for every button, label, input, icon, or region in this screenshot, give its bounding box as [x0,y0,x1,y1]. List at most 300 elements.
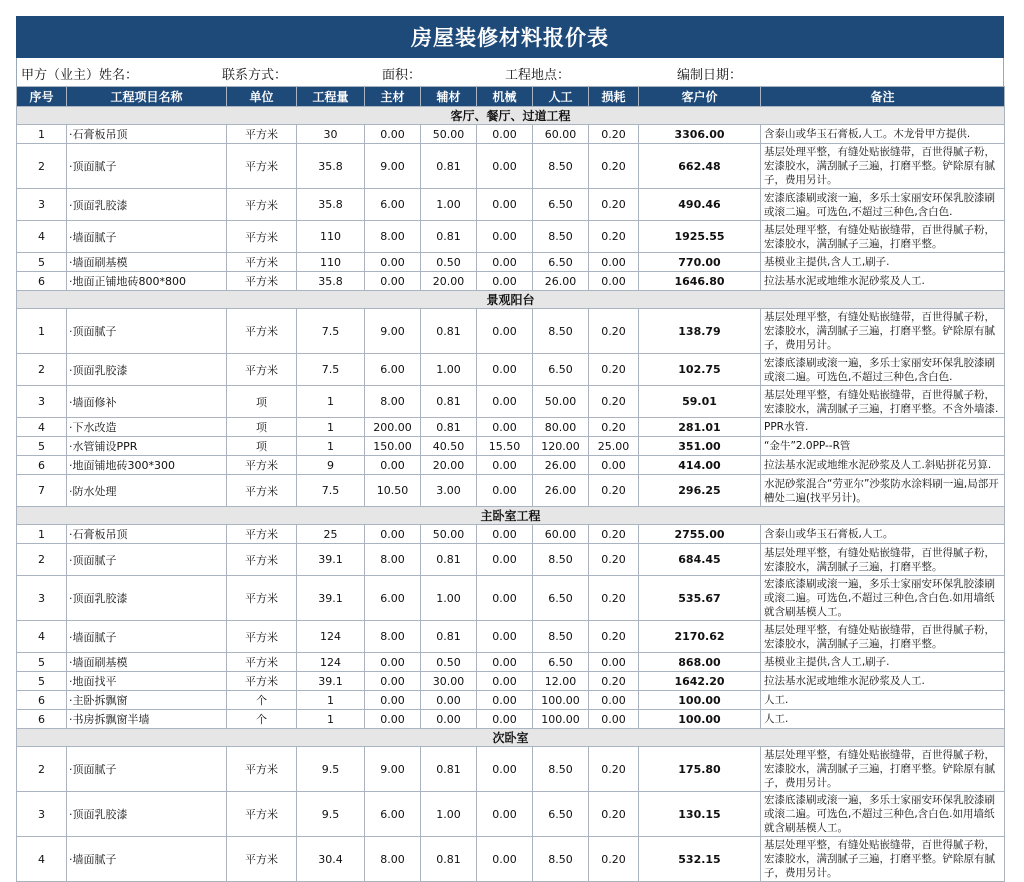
cell-aux: 0.81 [421,837,477,882]
cell-no: 5 [17,653,67,672]
cell-no: 6 [17,272,67,291]
table-row [17,837,1005,882]
cell-labor: 8.50 [533,221,589,253]
cell-note: 基模业主提供,含人工,刷子. [761,653,1005,672]
cell-unit: 平方米 [227,272,297,291]
table-row [17,621,1005,653]
cell-no: 6 [17,710,67,729]
cell-price: 351.00 [639,437,761,456]
cell-item: ·主卧拆飘窗 [67,691,227,710]
cell-item: ·下水改造 [67,418,227,437]
cell-loss: 0.20 [589,672,639,691]
cell-labor: 8.50 [533,747,589,792]
cell-qty: 1 [297,691,365,710]
cell-unit: 平方米 [227,144,297,189]
section-header-row [17,507,1005,525]
cell-no: 5 [17,253,67,272]
cell-note: 基层处理平整，有缝处贴嵌缝带，百世得腻子粉，宏漆胶水，满刮腻子三遍，打磨平整。 [761,221,1005,253]
cell-no: 5 [17,437,67,456]
cell-labor: 60.00 [533,125,589,144]
cell-aux: 0.81 [421,309,477,354]
cell-unit: 平方米 [227,221,297,253]
cell-main: 0.00 [365,272,421,291]
cell-note: 水泥砂浆混合“劳亚尔”沙浆防水涂料刷一遍,局部开槽处二遍(找平另计)。 [761,475,1005,507]
cell-no: 7 [17,475,67,507]
cell-price: 1646.80 [639,272,761,291]
cell-aux: 20.00 [421,272,477,291]
cell-qty: 7.5 [297,354,365,386]
cell-note: 宏漆底漆刷或滚一遍，多乐士家丽安环保乳胶漆刷或滚二遍。可选色,不超过三种色,含白色.如用墙纸就含刷基模人工。 [761,576,1005,621]
cell-item: ·地面正铺地砖800*800 [67,272,227,291]
cell-qty: 35.8 [297,272,365,291]
section-title: 次卧室 [17,729,1005,747]
cell-mech: 0.00 [477,691,533,710]
table-row [17,747,1005,792]
table-row [17,309,1005,354]
cell-labor: 100.00 [533,710,589,729]
cell-item: ·防水处理 [67,475,227,507]
cell-no: 6 [17,691,67,710]
cell-price: 3306.00 [639,125,761,144]
col-header: 损耗 [589,87,639,107]
cell-labor: 8.50 [533,621,589,653]
cell-main: 150.00 [365,437,421,456]
cell-loss: 25.00 [589,437,639,456]
table-row [17,437,1005,456]
cell-note: 基层处理平整，有缝处贴嵌缝带，百世得腻子粉，宏漆胶水，满刮腻子三遍，打磨平整。不含外墙漆. [761,386,1005,418]
cell-loss: 0.20 [589,354,639,386]
cell-item: ·顶面乳胶漆 [67,189,227,221]
section-header-row [17,291,1005,309]
cell-no: 1 [17,525,67,544]
cell-aux: 0.81 [421,386,477,418]
cell-loss: 0.20 [589,621,639,653]
cell-qty: 35.8 [297,189,365,221]
cell-aux: 0.81 [421,747,477,792]
cell-mech: 0.00 [477,189,533,221]
cell-no: 1 [17,125,67,144]
cell-mech: 0.00 [477,253,533,272]
cell-main: 9.00 [365,144,421,189]
cell-note: PPR水管. [761,418,1005,437]
cell-mech: 0.00 [477,309,533,354]
cell-aux: 1.00 [421,792,477,837]
cell-note: 基层处理平整，有缝处贴嵌缝带，百世得腻子粉，宏漆胶水，满刮腻子三遍，打磨平整。铲除原有腻子，费用另计。 [761,837,1005,882]
cell-main: 9.00 [365,309,421,354]
cell-aux: 20.00 [421,456,477,475]
cell-unit: 平方米 [227,189,297,221]
cell-unit: 平方米 [227,792,297,837]
cell-aux: 0.81 [421,221,477,253]
section-title: 景观阳台 [17,291,1005,309]
col-header: 客户价 [639,87,761,107]
sheet-title: 房屋装修材料报价表 [16,16,1004,58]
cell-loss: 0.20 [589,189,639,221]
table-row [17,386,1005,418]
cell-price: 535.67 [639,576,761,621]
cell-note: 人工. [761,710,1005,729]
cell-item: ·顶面乳胶漆 [67,792,227,837]
cell-price: 770.00 [639,253,761,272]
cell-qty: 39.1 [297,576,365,621]
cell-loss: 0.20 [589,144,639,189]
cell-aux: 1.00 [421,189,477,221]
cell-no: 4 [17,221,67,253]
cell-main: 0.00 [365,456,421,475]
col-header: 备注 [761,87,1005,107]
cell-aux: 0.00 [421,691,477,710]
cell-qty: 7.5 [297,309,365,354]
cell-main: 8.00 [365,621,421,653]
cell-aux: 0.81 [421,144,477,189]
cell-note: 拉法基水泥或地维水泥砂浆及人工. [761,272,1005,291]
cell-note: “金牛”2.0PP--R管 [761,437,1005,456]
cell-price: 1925.55 [639,221,761,253]
table-row [17,418,1005,437]
cell-main: 0.00 [365,710,421,729]
cell-qty: 1 [297,386,365,418]
cell-note: 宏漆底漆刷或滚一遍，多乐士家丽安环保乳胶漆刷或滚二遍。可选色,不超过三种色,含白色. [761,189,1005,221]
table-row [17,456,1005,475]
cell-note: 基层处理平整，有缝处贴嵌缝带，百世得腻子粉，宏漆胶水，满刮腻子三遍，打磨平整。 [761,544,1005,576]
cell-labor: 120.00 [533,437,589,456]
cell-no: 4 [17,837,67,882]
cell-unit: 项 [227,386,297,418]
cell-item: ·石膏板吊顶 [67,125,227,144]
cell-loss: 0.20 [589,221,639,253]
table-row [17,792,1005,837]
cell-price: 130.15 [639,792,761,837]
cell-no: 3 [17,576,67,621]
cell-unit: 项 [227,418,297,437]
cell-item: ·墙面刷基模 [67,653,227,672]
header-row [17,87,1005,107]
cell-labor: 8.50 [533,144,589,189]
table-row [17,475,1005,507]
cell-loss: 0.20 [589,747,639,792]
cell-loss: 0.00 [589,272,639,291]
cell-main: 10.50 [365,475,421,507]
cell-aux: 1.00 [421,576,477,621]
cell-no: 2 [17,747,67,792]
cell-unit: 个 [227,691,297,710]
cell-price: 662.48 [639,144,761,189]
table-row [17,253,1005,272]
cell-labor: 60.00 [533,525,589,544]
cell-price: 100.00 [639,691,761,710]
cell-no: 2 [17,144,67,189]
cell-aux: 1.00 [421,354,477,386]
col-header: 机械 [477,87,533,107]
cell-no: 2 [17,354,67,386]
cell-item: ·顶面乳胶漆 [67,576,227,621]
cell-qty: 1 [297,437,365,456]
cell-unit: 平方米 [227,576,297,621]
cell-labor: 6.50 [533,653,589,672]
cell-loss: 0.00 [589,253,639,272]
cell-mech: 0.00 [477,475,533,507]
cell-item: ·地面铺地砖300*300 [67,456,227,475]
cell-loss: 0.20 [589,525,639,544]
section-header-row [17,107,1005,125]
cell-qty: 39.1 [297,672,365,691]
cell-main: 0.00 [365,691,421,710]
cell-loss: 0.20 [589,792,639,837]
col-header: 辅材 [421,87,477,107]
section-header-row [17,729,1005,747]
col-header: 单位 [227,87,297,107]
cell-price: 281.01 [639,418,761,437]
cell-note: 基层处理平整，有缝处贴嵌缝带，百世得腻子粉，宏漆胶水，满刮腻子三遍，打磨平整。铲除原有腻子，费用另计。 [761,144,1005,189]
cell-labor: 6.50 [533,253,589,272]
cell-labor: 50.00 [533,386,589,418]
col-header: 序号 [17,87,67,107]
cell-mech: 0.00 [477,653,533,672]
cell-note: 基层处理平整，有缝处贴嵌缝带，百世得腻子粉，宏漆胶水，满刮腻子三遍，打磨平整。铲除原有腻子，费用另计。 [761,309,1005,354]
cell-loss: 0.20 [589,386,639,418]
cell-main: 8.00 [365,221,421,253]
cell-loss: 0.00 [589,710,639,729]
cell-mech: 0.00 [477,837,533,882]
cell-price: 684.45 [639,544,761,576]
cell-mech: 0.00 [477,710,533,729]
cell-unit: 平方米 [227,525,297,544]
cell-note: 基层处理平整，有缝处贴嵌缝带，百世得腻子粉，宏漆胶水，满刮腻子三遍，打磨平整。 [761,621,1005,653]
cell-qty: 9 [297,456,365,475]
cell-qty: 39.1 [297,544,365,576]
cell-mech: 0.00 [477,221,533,253]
cell-labor: 12.00 [533,672,589,691]
table-row [17,189,1005,221]
table-row [17,221,1005,253]
cell-no: 4 [17,418,67,437]
cell-loss: 0.00 [589,653,639,672]
cell-labor: 80.00 [533,418,589,437]
cell-unit: 平方米 [227,621,297,653]
col-header: 人工 [533,87,589,107]
cell-qty: 9.5 [297,792,365,837]
cell-labor: 100.00 [533,691,589,710]
cell-unit: 平方米 [227,653,297,672]
cell-aux: 0.81 [421,418,477,437]
cell-unit: 平方米 [227,672,297,691]
cell-qty: 1 [297,418,365,437]
cell-main: 6.00 [365,576,421,621]
contact-label: 联系方式： [222,68,288,83]
cell-loss: 0.20 [589,544,639,576]
cell-qty: 110 [297,253,365,272]
cell-note: 基层处理平整，有缝处贴嵌缝带，百世得腻子粉，宏漆胶水，满刮腻子三遍，打磨平整。铲除原有腻子，费用另计。 [761,747,1005,792]
cell-item: ·顶面腻子 [67,309,227,354]
cell-loss: 0.20 [589,309,639,354]
cell-main: 8.00 [365,544,421,576]
cell-item: ·墙面修补 [67,386,227,418]
cell-mech: 0.00 [477,418,533,437]
cell-main: 0.00 [365,653,421,672]
cell-price: 100.00 [639,710,761,729]
cell-mech: 0.00 [477,621,533,653]
cell-aux: 3.00 [421,475,477,507]
cell-no: 3 [17,189,67,221]
table-row [17,125,1005,144]
cell-mech: 0.00 [477,672,533,691]
client-name-label: 甲方（业主）姓名： [21,68,139,83]
cell-price: 102.75 [639,354,761,386]
table-row [17,653,1005,672]
cell-item: ·书房拆飘窗半墙 [67,710,227,729]
cell-note: 拉法基水泥或地维水泥砂浆及人工.斜贴拼花另算. [761,456,1005,475]
cell-item: ·墙面腻子 [67,221,227,253]
cell-mech: 0.00 [477,125,533,144]
cell-price: 1642.20 [639,672,761,691]
cell-unit: 平方米 [227,125,297,144]
cell-mech: 0.00 [477,272,533,291]
cell-main: 8.00 [365,837,421,882]
cell-qty: 1 [297,710,365,729]
cell-no: 3 [17,386,67,418]
cell-no: 4 [17,621,67,653]
cell-unit: 平方米 [227,354,297,386]
cell-price: 490.46 [639,189,761,221]
cell-aux: 0.50 [421,253,477,272]
table-row [17,672,1005,691]
section-title: 客厅、餐厅、过道工程 [17,107,1005,125]
cell-aux: 0.81 [421,621,477,653]
cell-loss: 0.20 [589,576,639,621]
cell-qty: 30.4 [297,837,365,882]
table-row [17,354,1005,386]
cell-no: 6 [17,456,67,475]
cell-note: 宏漆底漆刷或滚一遍，多乐士家丽安环保乳胶漆刷或滚二遍。可选色,不超过三种色,含白色. [761,354,1005,386]
cell-price: 175.80 [639,747,761,792]
cell-price: 2170.62 [639,621,761,653]
cell-item: ·水管铺设PPR [67,437,227,456]
date-label: 编制日期： [677,68,743,83]
cell-unit: 平方米 [227,456,297,475]
cell-note: 含泰山或华玉石膏板,人工。 [761,525,1005,544]
cell-labor: 6.50 [533,792,589,837]
cell-labor: 26.00 [533,475,589,507]
cell-mech: 0.00 [477,386,533,418]
cell-loss: 0.20 [589,475,639,507]
cell-mech: 0.00 [477,747,533,792]
quote-sheet [16,0,1004,879]
cell-unit: 平方米 [227,253,297,272]
cell-main: 6.00 [365,189,421,221]
cell-item: ·顶面腻子 [67,144,227,189]
cell-mech: 0.00 [477,792,533,837]
cell-qty: 124 [297,621,365,653]
cell-unit: 项 [227,437,297,456]
table-body [17,107,1005,882]
cell-price: 868.00 [639,653,761,672]
cell-main: 0.00 [365,253,421,272]
cell-labor: 6.50 [533,576,589,621]
cell-qty: 9.5 [297,747,365,792]
cell-no: 2 [17,544,67,576]
cell-qty: 25 [297,525,365,544]
cell-main: 0.00 [365,125,421,144]
cell-unit: 平方米 [227,837,297,882]
cell-main: 8.00 [365,386,421,418]
cell-main: 200.00 [365,418,421,437]
cell-aux: 0.00 [421,710,477,729]
cell-labor: 8.50 [533,309,589,354]
cell-price: 2755.00 [639,525,761,544]
cell-loss: 0.20 [589,418,639,437]
col-header: 工程项目名称 [67,87,227,107]
cell-note: 宏漆底漆刷或滚一遍，多乐士家丽安环保乳胶漆刷或滚二遍。可选色,不超过三种色,含白色.如用墙纸就含刷基模人工。 [761,792,1005,837]
cell-loss: 0.20 [589,125,639,144]
cell-main: 9.00 [365,747,421,792]
table-row [17,544,1005,576]
site-label: 工程地点： [505,68,571,83]
cell-labor: 6.50 [533,189,589,221]
quote-table [16,86,1005,882]
cell-price: 414.00 [639,456,761,475]
table-row [17,710,1005,729]
cell-item: ·地面找平 [67,672,227,691]
cell-mech: 15.50 [477,437,533,456]
cell-note: 人工. [761,691,1005,710]
table-row [17,525,1005,544]
cell-loss: 0.00 [589,691,639,710]
cell-qty: 30 [297,125,365,144]
cell-unit: 平方米 [227,544,297,576]
cell-aux: 0.50 [421,653,477,672]
cell-unit: 平方米 [227,747,297,792]
cell-aux: 40.50 [421,437,477,456]
cell-labor: 8.50 [533,544,589,576]
cell-no: 3 [17,792,67,837]
cell-aux: 30.00 [421,672,477,691]
cell-main: 6.00 [365,354,421,386]
cell-labor: 26.00 [533,272,589,291]
cell-aux: 50.00 [421,125,477,144]
col-header: 工程量 [297,87,365,107]
cell-loss: 0.00 [589,456,639,475]
cell-labor: 6.50 [533,354,589,386]
cell-mech: 0.00 [477,144,533,189]
cell-price: 138.79 [639,309,761,354]
cell-mech: 0.00 [477,544,533,576]
cell-qty: 110 [297,221,365,253]
cell-note: 拉法基水泥或地维水泥砂浆及人工. [761,672,1005,691]
cell-price: 532.15 [639,837,761,882]
section-title: 主卧室工程 [17,507,1005,525]
cell-unit: 平方米 [227,475,297,507]
cell-mech: 0.00 [477,456,533,475]
cell-main: 0.00 [365,525,421,544]
cell-item: ·顶面腻子 [67,544,227,576]
cell-mech: 0.00 [477,354,533,386]
cell-item: ·墙面刷基模 [67,253,227,272]
table-row [17,272,1005,291]
cell-item: ·墙面腻子 [67,621,227,653]
cell-note: 基模业主提供,含人工,刷子. [761,253,1005,272]
cell-qty: 7.5 [297,475,365,507]
cell-price: 296.25 [639,475,761,507]
info-bar [16,58,1004,86]
cell-labor: 26.00 [533,456,589,475]
area-label: 面积： [382,68,422,83]
cell-unit: 个 [227,710,297,729]
cell-item: ·顶面腻子 [67,747,227,792]
cell-price: 59.01 [639,386,761,418]
table-row [17,144,1005,189]
cell-main: 0.00 [365,672,421,691]
cell-loss: 0.20 [589,837,639,882]
